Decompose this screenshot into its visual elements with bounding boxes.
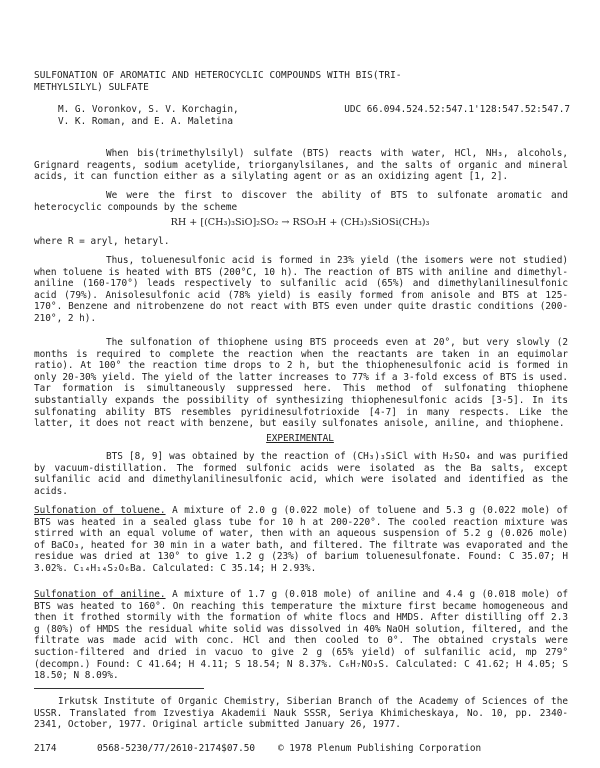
aniline-paragraph	[34, 589, 568, 682]
page-number: 2174	[34, 743, 57, 754]
results-paragraph	[34, 255, 568, 325]
bts-text: BTS [8, 9] was obtained by the reaction of (CH₃)₃SiCl with H₂SO₄ and was purified by vacuum-distillation. The formed sulfonic acids were isolated as the Ba salts, except sulfanilic acid and dimethylanilinesulfonic acid, which were isolated and identified as the acids.	[34, 451, 568, 497]
toluene-paragraph	[34, 505, 568, 575]
reaction-equation: RH + [(CH₃)₃SiO]₂SO₂ → RSO₃H + (CH₃)₃SiOSi(CH₃)₃	[170, 217, 430, 228]
footnote-text: Irkutsk Institute of Organic Chemistry, Siberian Branch of the Academy of Sciences of the USSR. Translated from Izvestiya Akademii Nauk SSSR, Seriya Khimicheskaya, No. 10, pp. 2340-2341, October, 1977. Original article submitted January 26, 1977.	[34, 696, 568, 731]
intro-text: When bis(trimethylsilyl) sulfate (BTS) reacts with water, HCl, NH₃, alcohols, Grignard reagents, sodium acetylide, triorganylsilanes, and the salts of organic and mineral acids, it can function either as a silylating agent or as an oxidizing agent [1, 2].	[34, 148, 568, 183]
aniline-heading: Sulfonation of aniline.	[34, 589, 166, 600]
aniline-text: A mixture of 1.7 g (0.018 mole) of aniline and 4.4 g (0.018 mole) of BTS was heated to 160°. On reaching this temperature the mixture first became homogeneous and then it frothed stormily with the formation of white flocs and HMDS. After distilling off 2.3 g (80%) of HMDS the residual white solid was dissolved in 40% NaOH solution, filtered, and the filtrate was made acid with conc. HCl and then cooled to 0°. The obtained crystals were suction-filtered and dried in vacuo to give 2 g (65% yield) of sulfanilic acid, mp 279° (decompn.) Found: C 41.64; H 4.11; S 18.54; N 8.37%. C₆H₇NO₃S. Calculated: C 41.62; H 4.05; S 18.50; N 8.09%.	[34, 589, 569, 682]
title-line-1: SULFONATION OF AROMATIC AND HETEROCYCLIC COMPOUNDS WITH BIS(TRI-	[34, 70, 402, 81]
thiophene-paragraph	[34, 337, 568, 430]
bts-paragraph	[34, 451, 568, 497]
toluene-text: A mixture of 2.0 g (0.022 mole) of toluene and 5.3 g (0.022 mole) of BTS was heated in a sealed glass tube for 10 h at 200-220°. The cooled reaction mixture was stirred with an equal volume of water, then with an aqueous suspension of 5.2 g (0.026 mole) of BaCO₃, heated for 30 min in a water bath, and filtered. The filtrate was evaporated and the residue was dried at 130° to give 1.2 g (23%) of barium toluenesulfonate. Found: C 35.07; H 3.02%. C₁₄H₁₄S₂O₆Ba. Calculated: C 35.14; H 2.93%.	[34, 505, 569, 574]
toluene-heading: Sulfonation of toluene.	[34, 505, 166, 516]
authors-line-1: M. G. Voronkov, S. V. Korchagin,	[58, 104, 239, 115]
authors	[58, 104, 239, 127]
footnote-divider	[34, 688, 204, 689]
scheme-text: We were the first to discover the ability of BTS to sulfonate aromatic and heterocyclic compounds by the scheme	[34, 190, 568, 213]
copyright: © 1978 Plenum Publishing Corporation	[278, 743, 482, 754]
results-text: Thus, toluenesulfonic acid is formed in 23% yield (the isomers were not studied) when toluene is heated with BTS (200°C, 10 h). The reaction of BTS with aniline and dimethyl-aniline (160-170°) leads respectively to sulfanilic acid (65%) and dimethylanilinesulfonic acid (79%). Anisolesulfonic acid (78% yield) is easily formed from anisole and BTS at 125-170°. Benzene and nitrobenzene do not react with BTS even under quite drastic conditions (200-210°, 2 h).	[34, 255, 568, 324]
footnote	[34, 696, 568, 731]
section-heading	[0, 433, 600, 444]
where-clause: where R = aryl, hetaryl.	[34, 236, 170, 247]
thiophene-text: The sulfonation of thiophene using BTS proceeds even at 20°, but very slowly (2 months is required to complete the reaction when the reactants are taken in an equimolar ratio). At 100° the reaction time drops to 2 h, but the thiophenesulfonic acid is formed in only 20-30% yield. The yield of the latter increases to 77% if a 3-fold excess of BTS is used. Tar formation is simultaneously suppressed here. This method of sulfonating thiophene substantially expands the possibility of synthesizing thiophenesulfonic acids [3-5]. In its sulfonating ability BTS resembles pyridinesulfotrioxide [4-7] in many respects. Like the latter, it does not react with benzene, but easily sulfonates anisole, aniline, and thiophene.	[34, 337, 568, 430]
experimental-heading: EXPERIMENTAL	[266, 433, 334, 444]
paper-title	[34, 70, 568, 93]
intro-paragraph	[34, 148, 568, 183]
authors-line-2: V. K. Roman, and E. A. Maletina	[58, 115, 233, 127]
udc-code: UDC 66.094.524.52:547.1'128:547.52:547.7	[344, 104, 570, 115]
journal-code: 0568-5230/77/2610-2174$07.50	[97, 743, 256, 754]
scheme-paragraph	[34, 190, 568, 213]
title-line-2: METHYLSILYL) SULFATE	[34, 81, 149, 93]
